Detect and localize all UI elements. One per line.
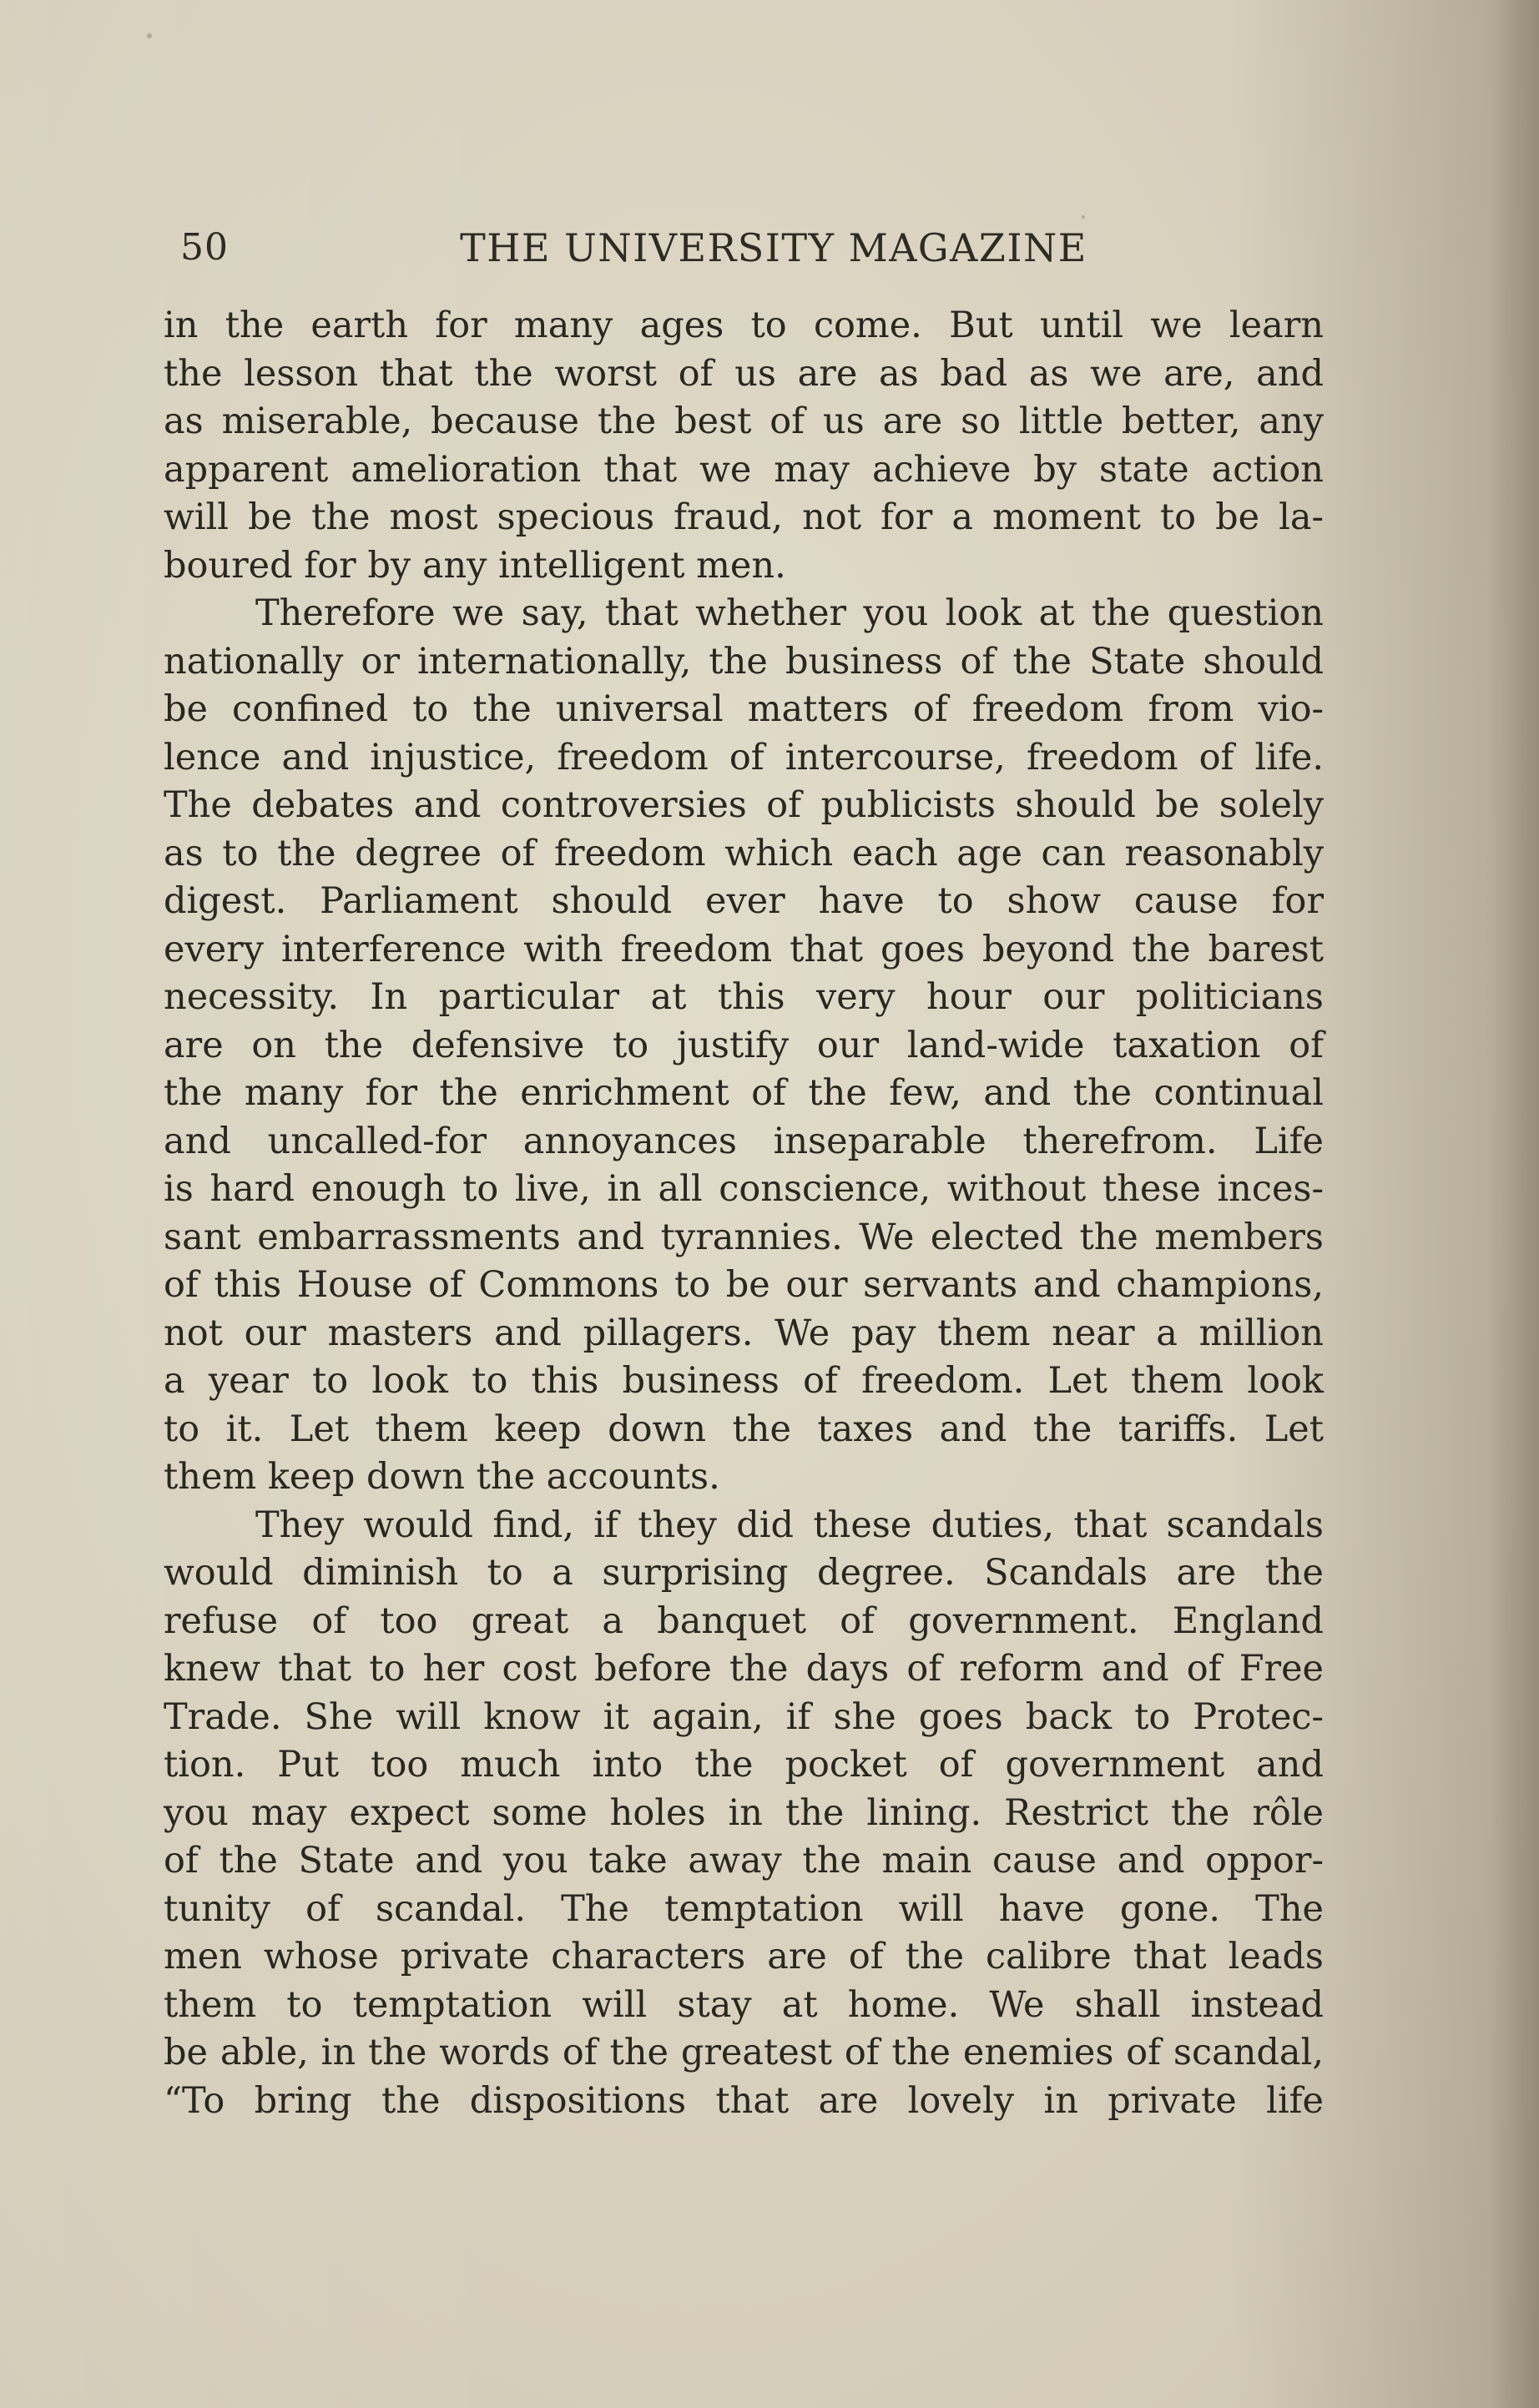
text-line: necessity. In particular at this very hour our politicians [164,976,1324,1018]
text-line: lence and injustice, freedom of intercourse, freedom of life. [164,736,1324,778]
text-line: the many for the enrichment of the few, and the continual [164,1072,1324,1114]
text-line: a year to look to this business of freedom. Let them look [164,1360,1324,1402]
text-line: as miserable, because the best of us are so little better, any [164,400,1324,442]
text-line: are on the defensive to justify our land-wide taxation of [164,1024,1324,1066]
text-line: Therefore we say, that whether you look at the question [255,592,1324,634]
page-number: 50 [180,226,229,269]
text-line: as to the degree of freedom which each age can reasonably [164,832,1324,874]
text-line: of the State and you take away the main cause and oppor- [164,1840,1324,1882]
text-line: in the earth for many ages to come. But until we learn [164,305,1324,346]
text-line: knew that to her cost before the days of reform and of Free [164,1648,1324,1690]
text-line: Trade. She will know it again, if she goes back to Protec- [164,1695,1324,1738]
text-line: would diminish to a surprising degree. Scandals are the [164,1552,1324,1594]
journal-title: THE UNIVERSITY MAGAZINE [460,225,1087,270]
text-line: apparent amelioration that we may achieve by state action [164,448,1324,491]
text-line: will be the most specious fraud, not for a moment to be la- [164,496,1324,538]
text-line: the lesson that the worst of us are as bad as we are, and [164,352,1324,395]
text-line: them to temptation will stay at home. We shall instead [164,1983,1324,2026]
text-line: is hard enough to live, in all conscience, without these inces- [164,1168,1324,1210]
paragraph-3 [164,1502,1324,2126]
text-line: be able, in the words of the greatest of the enemies of scandal, [164,2032,1324,2073]
text-line: sant embarrassments and tyrannies. We elected the members [164,1216,1324,1258]
text-line: be confined to the universal matters of freedom from vio- [164,688,1324,730]
text-line: “To bring the dispositions that are lovely in private life [164,2079,1324,2122]
text-line: to it. Let them keep down the taxes and the tariffs. Let [164,1408,1324,1450]
text-line: nationally or internationally, the business of the State should [164,640,1324,683]
paragraph-1 [164,302,1324,590]
text-line: of this House of Commons to be our servants and champions, [164,1264,1324,1306]
text-line: every interference with freedom that goes beyond the barest [164,928,1324,970]
paper-speck [1082,215,1085,219]
running-head [180,219,1325,277]
text-line: tion. Put too much into the pocket of government and [164,1744,1324,1786]
text-line: not our masters and pillagers. We pay them near a million [164,1312,1324,1354]
text-line: you may expect some holes in the lining. Restrict the rôle [164,1791,1324,1834]
text-line: tunity of scandal. The temptation will have gone. The [164,1887,1324,1930]
text-line: refuse of too great a banquet of government. England [164,1599,1324,1642]
text-line: them keep down the accounts. [164,1456,720,1498]
body-text [164,302,1324,2125]
paragraph-2 [164,590,1324,1502]
text-line: digest. Parliament should ever have to show cause for [164,880,1324,922]
text-line: men whose private characters are of the calibre that leads [164,1936,1324,1977]
paper-speck [147,33,152,38]
text-line: They would find, if they did these duties, that scandals [255,1504,1324,1546]
text-line: and uncalled-for annoyances inseparable therefrom. Life [164,1120,1324,1162]
text-line: The debates and controversies of publicists should be solely [164,784,1324,826]
text-line: boured for by any intelligent men. [164,544,786,587]
